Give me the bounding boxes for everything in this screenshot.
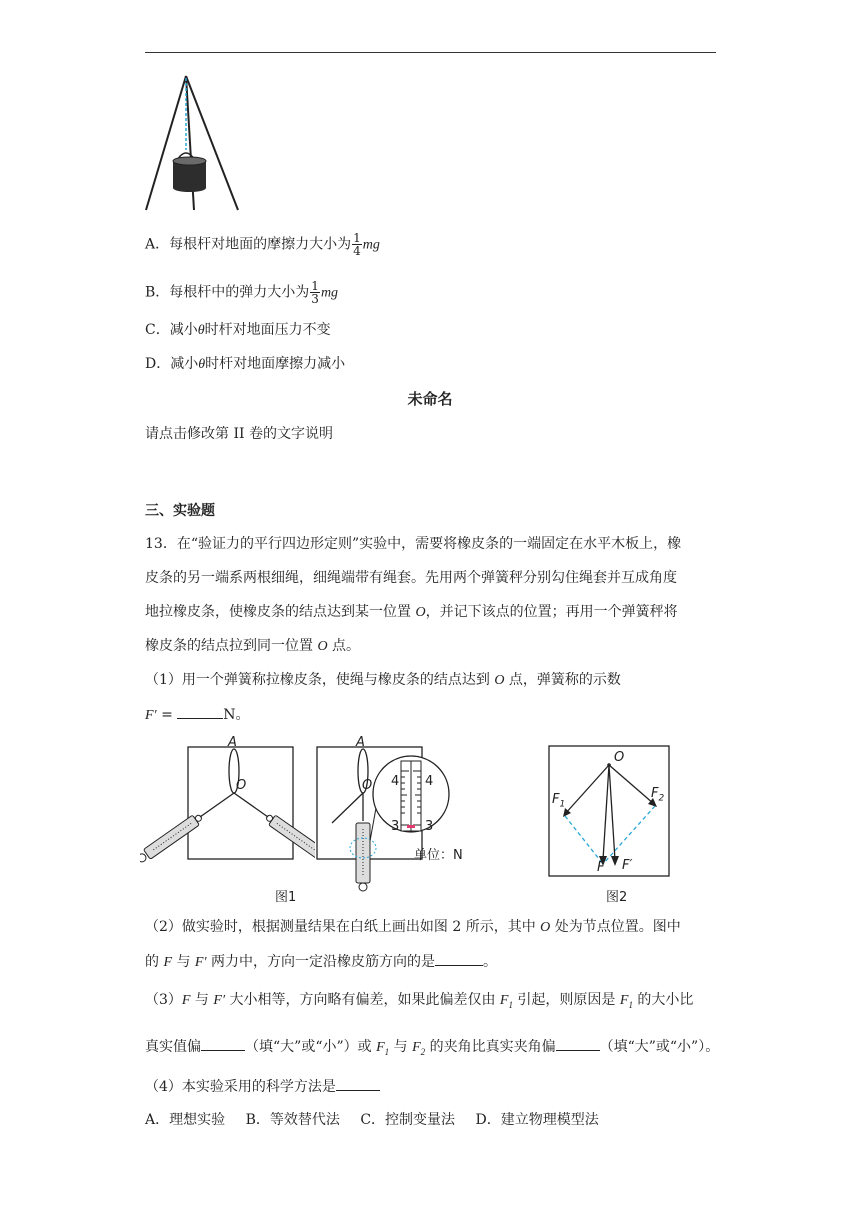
q13-part4 bbox=[145, 1076, 380, 1097]
choice-c: C．控制变量法 bbox=[360, 1112, 456, 1128]
fig1-caption: 图1 bbox=[275, 890, 297, 905]
fig2-label-fprime: F′ bbox=[622, 858, 633, 873]
text: （填“大”或“小”）或 bbox=[245, 1039, 377, 1055]
theta-symbol: θ bbox=[198, 357, 206, 372]
fig2-label-f2 bbox=[651, 786, 664, 804]
option-c-prefix: C．减小 bbox=[145, 322, 198, 338]
figure-2 bbox=[545, 740, 675, 880]
answer-blank[interactable] bbox=[201, 1036, 245, 1051]
answer-blank[interactable] bbox=[336, 1076, 380, 1091]
option-b bbox=[145, 280, 338, 305]
numerator: 1 bbox=[311, 279, 319, 293]
text: 点，弹簧称的示数 bbox=[504, 672, 621, 688]
text: F bbox=[552, 792, 560, 807]
text: F bbox=[619, 993, 629, 1008]
figure-1-left bbox=[140, 733, 315, 868]
fig1-label-o: O bbox=[236, 778, 247, 793]
subscript: 1 bbox=[628, 999, 633, 1010]
subscript: 1 bbox=[559, 799, 566, 810]
point-o: O bbox=[317, 639, 328, 654]
text: 与 bbox=[190, 992, 214, 1008]
f1-symbol bbox=[376, 1040, 389, 1055]
f1-symbol bbox=[620, 993, 633, 1008]
text: 地拉橡皮条，使橡皮条的结点达到某一位置 bbox=[145, 604, 416, 620]
scale-bottom-left: 3 bbox=[391, 819, 400, 834]
text: （4）本实验采用的科学方法是 bbox=[145, 1079, 336, 1095]
text: 的大小比 bbox=[632, 992, 694, 1008]
q13-line-2: 皮条的另一端系两根细绳，细绳端带有绳套。先用两个弹簧秤分别勾住绳套并互成角度 bbox=[145, 570, 677, 586]
numerator: 1 bbox=[353, 231, 361, 245]
section-note: 请点击修改第 II 卷的文字说明 bbox=[145, 426, 333, 442]
q13-part1 bbox=[145, 670, 621, 691]
answer-blank[interactable] bbox=[435, 951, 483, 966]
tripod-figure bbox=[140, 70, 250, 215]
text: 大小相等，方向略有偏差，如果此偏差仅由 bbox=[225, 992, 500, 1008]
subscript: 2 bbox=[658, 793, 665, 804]
q13-choices bbox=[145, 1110, 599, 1130]
denominator: 4 bbox=[353, 244, 361, 258]
text: 。 bbox=[483, 954, 497, 970]
option-d-prefix: D．减小 bbox=[145, 356, 199, 372]
text: 真实值偏 bbox=[145, 1039, 201, 1055]
text: （2）做实验时，根据测量结果在白纸上画出如图 2 所示，其中 bbox=[145, 919, 541, 935]
q13-part2-line1 bbox=[145, 917, 681, 938]
fraction bbox=[352, 232, 362, 257]
answer-blank[interactable] bbox=[556, 1036, 600, 1051]
point-o: O bbox=[540, 920, 551, 935]
option-c-suffix: 时杆对地面压力不变 bbox=[204, 322, 331, 338]
text: 处为节点位置。图中 bbox=[550, 919, 681, 935]
fraction bbox=[310, 280, 320, 305]
subscript: 1 bbox=[508, 999, 513, 1010]
mg-symbol: mg bbox=[362, 237, 380, 253]
text: ，并记下该点的位置；再用一个弹簧秤将 bbox=[425, 604, 678, 620]
choice-d: D．建立物理模型法 bbox=[475, 1112, 599, 1128]
q13-line-4 bbox=[145, 636, 360, 657]
part-heading: 三、实验题 bbox=[145, 503, 215, 519]
scale-bottom-right: 3 bbox=[425, 819, 434, 834]
option-b-text: B．每根杆中的弹力大小为 bbox=[145, 284, 310, 301]
header-rule bbox=[145, 52, 716, 53]
choice-a: A．理想实验 bbox=[145, 1112, 226, 1128]
answer-blank[interactable] bbox=[177, 704, 223, 719]
f-symbol: F bbox=[181, 993, 191, 1008]
text: F bbox=[499, 993, 509, 1008]
fig1-right-label-o: O bbox=[362, 778, 373, 793]
choice-b: B．等效替代法 bbox=[245, 1112, 340, 1128]
point-o: O bbox=[415, 605, 426, 620]
text: F bbox=[412, 1040, 421, 1055]
text: 的夹角比真实夹角偏 bbox=[425, 1039, 556, 1055]
figure-1-right bbox=[310, 733, 485, 893]
text: 与 bbox=[389, 1039, 413, 1055]
f-prime: F′ bbox=[194, 955, 207, 970]
text: 点。 bbox=[327, 638, 361, 654]
unit: N。 bbox=[223, 707, 250, 723]
q13-part3-line1 bbox=[145, 990, 693, 1015]
f-prime: F′ bbox=[213, 993, 226, 1008]
text: 橡皮条的结点拉到同一位置 bbox=[145, 638, 318, 654]
f-prime: F′ bbox=[145, 708, 157, 723]
text: 与 bbox=[172, 954, 195, 970]
denominator: 3 bbox=[311, 292, 319, 306]
text: 两力中，方向一定沿橡皮筋方向的是 bbox=[206, 954, 435, 970]
subscript: 2 bbox=[420, 1046, 426, 1057]
theta-symbol: θ bbox=[197, 323, 205, 338]
section-title: 未命名 bbox=[407, 390, 453, 408]
option-c bbox=[145, 320, 331, 341]
text: 引起，则原因是 bbox=[512, 992, 620, 1008]
fig2-label-f: F bbox=[597, 860, 605, 875]
f1-symbol bbox=[500, 993, 513, 1008]
text: F bbox=[376, 1040, 385, 1055]
text: F bbox=[651, 786, 659, 801]
q13-part1-answer bbox=[145, 704, 250, 726]
fig2-label-f1 bbox=[552, 792, 565, 810]
f2-symbol bbox=[412, 1040, 425, 1055]
q13-part3-line2 bbox=[145, 1036, 719, 1062]
mg-symbol: mg bbox=[320, 285, 339, 301]
q13-part2-line2 bbox=[145, 951, 497, 973]
option-a-text: A．每根杆对地面的摩擦力大小为 bbox=[145, 236, 352, 253]
f-symbol: F bbox=[163, 955, 173, 970]
scale-top-left: 4 bbox=[391, 774, 400, 789]
q13-line-3 bbox=[145, 602, 678, 623]
fig1-label-a: A bbox=[228, 735, 237, 750]
text: （填“大”或“小”）。 bbox=[599, 1039, 720, 1055]
scale-top-right: 4 bbox=[425, 774, 434, 789]
q13-line-1: 13．在“验证力的平行四边形定则”实验中，需要将橡皮条的一端固定在水平木板上，橡 bbox=[145, 536, 682, 552]
text: （1）用一个弹簧称拉橡皮条，使绳与橡皮条的结点达到 bbox=[145, 672, 495, 688]
option-a bbox=[145, 232, 380, 257]
text: （3） bbox=[145, 992, 182, 1008]
text: 的 bbox=[145, 954, 164, 970]
fig2-caption: 图2 bbox=[606, 890, 628, 905]
option-d bbox=[145, 354, 345, 375]
point-o: O bbox=[494, 673, 505, 688]
subscript: 1 bbox=[384, 1046, 390, 1057]
option-d-suffix: 时杆对地面摩擦力减小 bbox=[205, 356, 346, 372]
fig1-right-label-a: A bbox=[356, 735, 365, 750]
unit-label: 单位：N bbox=[414, 848, 463, 863]
equals: = bbox=[156, 707, 178, 723]
fig2-label-o: O bbox=[614, 750, 625, 765]
